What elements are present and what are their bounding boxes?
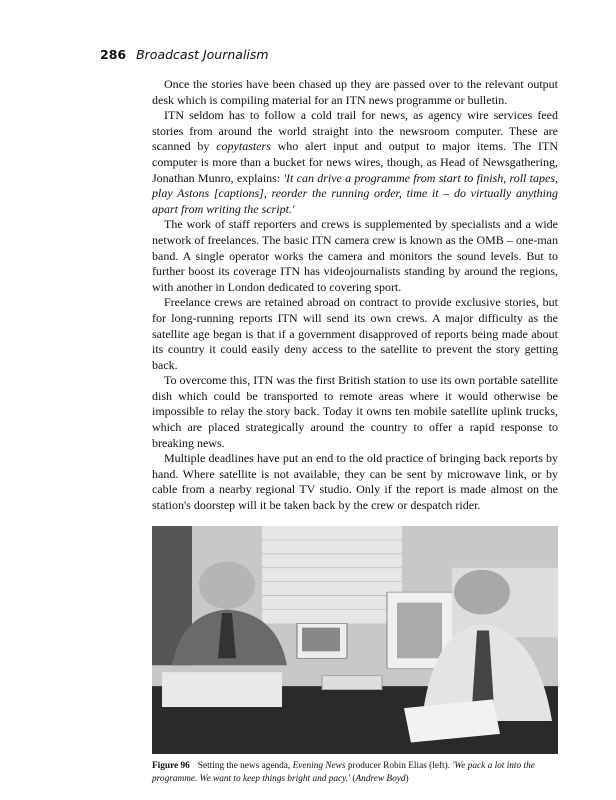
caption-text: ) — [405, 773, 409, 784]
paragraph: To overcome this, ITN was the first British station to use its own portable satellite dish which could be transported to remote areas where it would otherwise be impossible to relay the story back. Today it owns ten mobile satellite uplink trucks, which are placed strategically around the country to offer a rapid response to breaking news. — [152, 373, 558, 450]
photo-credit: Andrew Boyd — [355, 773, 406, 784]
paragraph: Multiple deadlines have put an end to the old practice of bringing back reports by hand. Where satellite is not available, they can be sent by microwave link, or by cable from a nearby regional TV studio. Only if the report is made almost on the station's doorstep will it be taken back by the crew or despatch rider. — [152, 451, 558, 513]
paragraph — [152, 108, 558, 217]
figure-photo — [152, 526, 558, 754]
figure-label: Figure 96 — [152, 761, 190, 771]
caption-italic: Evening News — [292, 761, 346, 771]
emphasis: copytasters — [216, 139, 271, 154]
caption-quote: 'We pack a lot into the programme. We want to keep things bright and pacy.' — [152, 761, 535, 784]
quote: 'It can drive a programme from start to finish, roll tapes, play Astons [captions], reorder the running order, time it – do virtually anything apart from writing the script.' — [152, 170, 558, 216]
figure-caption — [152, 760, 558, 785]
paragraph: Freelance crews are retained abroad on contract to provide exclusive stories, but for long-running reports ITN will send its own crews. A major difficulty as the satellite age began is that if a government disapproved of reports being made about its country it could easily deny access to the satellite to prevent the story getting back. — [152, 295, 558, 372]
running-header — [100, 47, 269, 62]
newsroom-photo — [152, 526, 558, 754]
text: who alert input and output to major items. The ITN computer is more than a bucket for news wires, though, as Head of Newsgathering, Jonathan Munro, explains: — [152, 139, 558, 185]
page-column — [152, 77, 558, 785]
caption-text: ( — [350, 773, 356, 784]
caption-text: producer Robin Elias (left). — [345, 761, 453, 771]
body-text — [152, 77, 558, 514]
paragraph: The work of staff reporters and crews is supplemented by specialists and a wide network of freelances. The basic ITN camera crew is known as the OMB – one-man band. A single operator works the camera and monitors the sound levels. But to further boost its coverage ITN has videojournalists standing by around the regions, with another in London dedicated to covering sport. — [152, 217, 558, 294]
text: ITN seldom has to follow a cold trail for news, as agency wire services feed stories from around the world straight into the newsroom computer. These are scanned by — [152, 108, 558, 154]
caption-text: Setting the news agenda, — [197, 761, 293, 771]
running-title: Broadcast Journalism — [136, 47, 269, 62]
paragraph: Once the stories have been chased up they are passed over to the relevant output desk which is compiling material for an ITN news programme or bulletin. — [152, 77, 558, 107]
page-number: 286 — [100, 47, 127, 62]
